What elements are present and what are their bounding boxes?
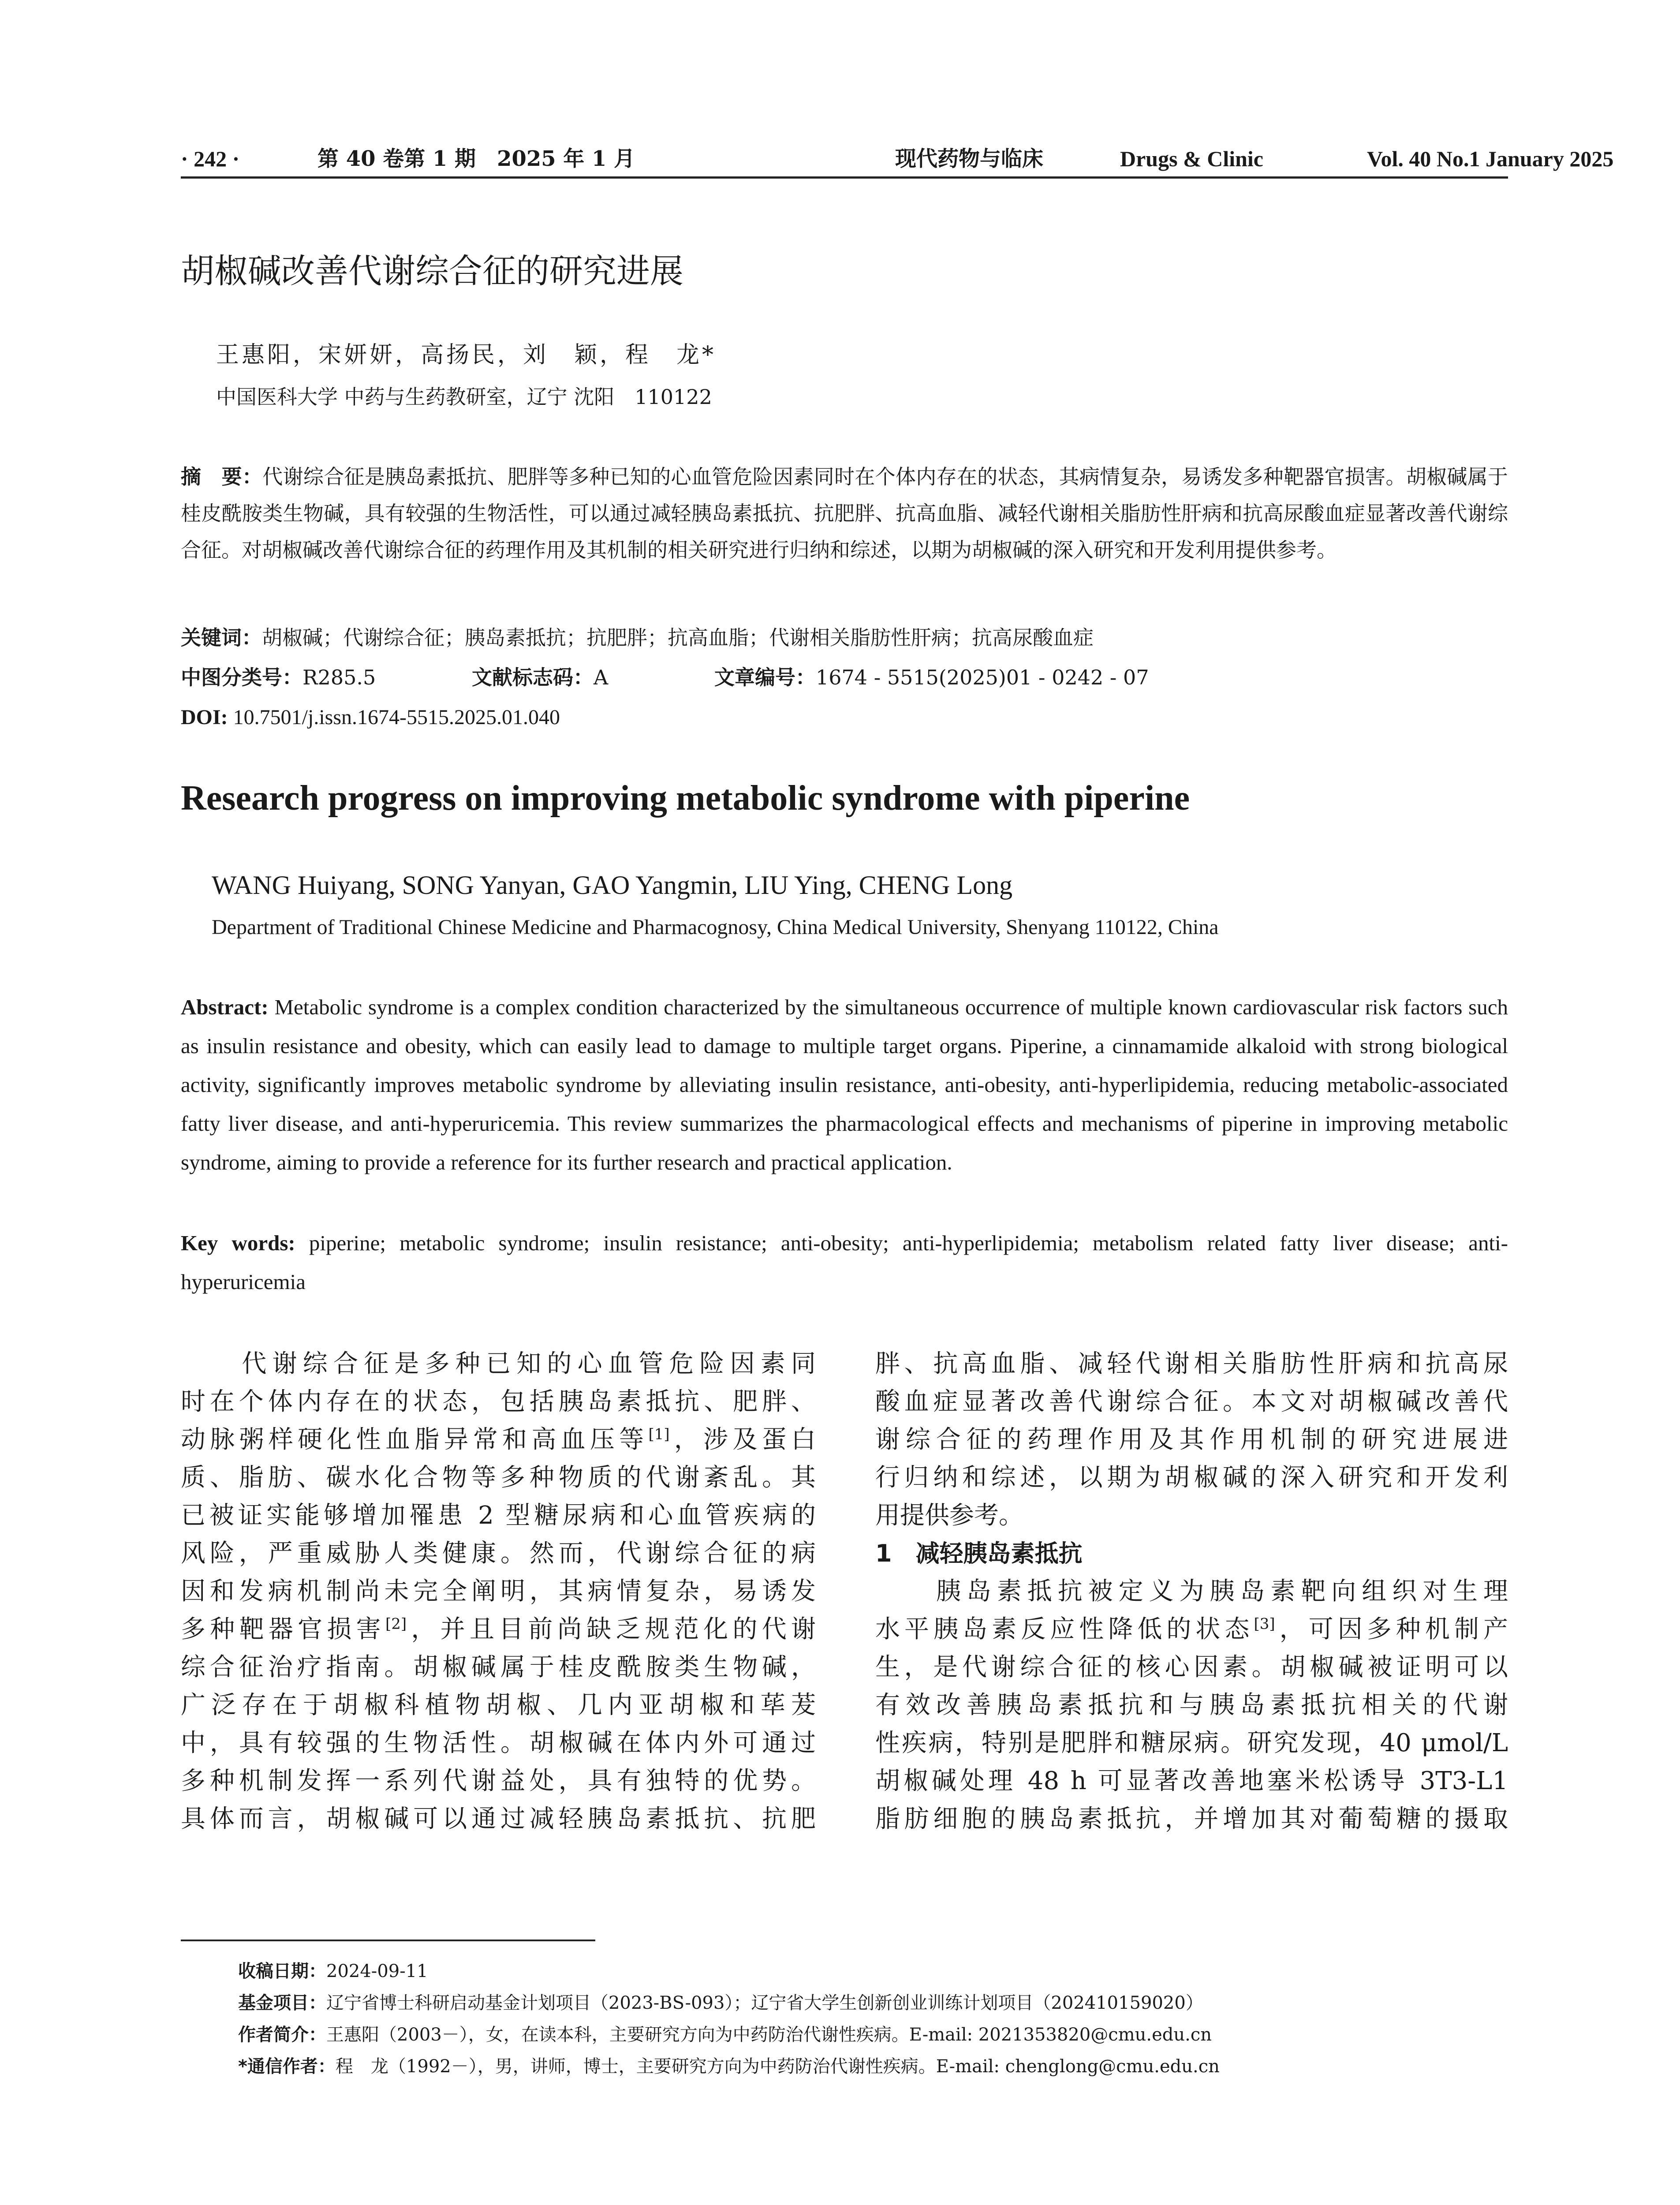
corresponding-text: 程 龙（1992－），男，讲师，博士，主要研究方向为中药防治代谢性疾病。E-mail: chenglong@cmu.edu.cn: [335, 2056, 1220, 2077]
body-line: 代谢综合征是多种已知的心血管危险因素同: [181, 1349, 816, 1378]
keywords-cn-text: 胡椒碱；代谢综合征；胰岛素抵抗；抗肥胖；抗高血脂；代谢相关脂肪性肝病；抗高尿酸血症: [262, 626, 1094, 650]
body-line: 用提供参考。: [875, 1501, 1023, 1530]
clc-field: [181, 659, 376, 696]
footnote-received: [238, 1958, 428, 1984]
article-number-value: 1674 - 5515(2025)01 - 0242 - 07: [816, 665, 1149, 689]
title-cn: 胡椒碱改善代谢综合征的研究进展: [181, 251, 683, 291]
body-line: 多种机制发挥一系列代谢益处，具有独特的优势。: [181, 1767, 816, 1795]
doi-label: DOI:: [181, 706, 228, 729]
journal-name-en: Drugs & Clinic: [1120, 146, 1263, 171]
body-line: 具体而言，胡椒碱可以通过减轻胰岛素抵抗、抗肥: [181, 1805, 816, 1833]
footnote-author: [238, 2022, 1212, 2048]
doc-code-value: A: [594, 665, 609, 689]
body-line: 多种靶器官损害[2]，并且目前尚缺乏规范化的代谢: [181, 1615, 816, 1644]
body-line: 已被证实能够增加罹患 2 型糖尿病和心血管疾病的: [181, 1501, 816, 1530]
keywords-en-label: Key words:: [181, 1231, 295, 1255]
body-line: 生，是代谢综合征的核心因素。胡椒碱被证明可以: [875, 1653, 1508, 1682]
title-en: Research progress on improving metabolic syndrome with piperine: [181, 779, 1190, 818]
affiliation-en: Department of Traditional Chinese Medicine and Pharmacognosy, China Medical University, Shenyang 110122, China: [212, 916, 1219, 939]
body-line: 脂肪细胞的胰岛素抵抗，并增加其对葡萄糖的摄取: [875, 1805, 1508, 1833]
keywords-cn: [181, 620, 1508, 656]
citation-ref[interactable]: [2]: [385, 1615, 407, 1633]
author-bio-label: 作者简介：: [238, 2025, 326, 2045]
footnote-correspondence: [238, 2053, 1220, 2080]
clc-label: 中图分类号：: [181, 665, 302, 689]
article-number-field: [714, 659, 1149, 696]
keywords-cn-label: 关键词：: [181, 626, 262, 650]
received-label: 收稿日期：: [238, 1961, 326, 1981]
authors-cn: 王惠阳，宋妍妍，高扬民，刘 颖，程 龙*: [216, 342, 717, 368]
classification-line: [181, 659, 1508, 696]
body-line: 胡椒碱处理 48 h 可显著改善地塞米松诱导 3T3-L1: [875, 1767, 1508, 1795]
body-line: 中，具有较强的生物活性。胡椒碱在体内外可通过: [181, 1729, 816, 1757]
body-line: 胰岛素抵抗被定义为胰岛素靶向组织对生理: [875, 1577, 1508, 1606]
doc-code-label: 文献标志码：: [472, 665, 594, 689]
body-line: 行归纳和综述，以期为胡椒碱的深入研究和开发利: [875, 1463, 1508, 1492]
footnote-rule: [181, 1940, 595, 1941]
body-line: 水平胰岛素反应性降低的状态[3]，可因多种机制产: [875, 1615, 1508, 1644]
body-column-right: [875, 1345, 1508, 1838]
body-line: 谢综合征的药理作用及其作用机制的研究进展进: [875, 1425, 1508, 1454]
authors-en: WANG Huiyang, SONG Yanyan, GAO Yangmin, LIU Ying, CHENG Long: [212, 871, 1013, 900]
body-line: 综合征治疗指南。胡椒碱属于桂皮酰胺类生物碱，: [181, 1653, 816, 1682]
doi-value[interactable]: 10.7501/j.issn.1674-5515.2025.01.040: [233, 706, 560, 729]
affiliation-cn: 中国医科大学 中药与生药教研室，辽宁 沈阳 110122: [216, 385, 712, 409]
citation-ref[interactable]: [3]: [1254, 1615, 1275, 1633]
footnote-fund: [238, 1990, 1203, 2016]
body-line: 有效改善胰岛素抵抗和与胰岛素抵抗相关的代谢: [875, 1691, 1508, 1719]
fund-text: 辽宁省博士科研启动基金计划项目（2023-BS-093）；辽宁省大学生创新创业训练计划项目（202410159020）: [326, 1993, 1203, 2013]
abstract-cn-text: 代谢综合征是胰岛素抵抗、肥胖等多种已知的心血管危险因素同时在个体内存在的状态，其病情复杂，易诱发多种靶器官损害。胡椒碱属于桂皮酰胺类生物碱，具有较强的生物活性，可以通过减轻胰岛素抵抗、抗肥胖、抗高血脂、减轻代谢相关脂肪性肝病和抗高尿酸血症显著改善代谢综合征。对胡椒碱改善代谢综合征的药理作用及其机制的相关研究进行归纳和综述，以期为胡椒碱的深入研究和开发利用提供参考。: [181, 465, 1508, 562]
body-line: 因和发病机制尚未完全阐明，其病情复杂，易诱发: [181, 1577, 816, 1606]
journal-name-cn: 现代药物与临床: [895, 146, 1044, 171]
body-column-left: [181, 1345, 816, 1838]
section-heading: 1 减轻胰岛素抵抗: [875, 1540, 1083, 1567]
issue-en: Vol. 40 No.1 January 2025: [1367, 146, 1614, 171]
body-line: 胖、抗高血脂、减轻代谢相关脂肪性肝病和抗高尿: [875, 1349, 1508, 1378]
body-line: 酸血症显著改善代谢综合征。本文对胡椒碱改善代: [875, 1387, 1508, 1416]
abstract-en-label: Abstract:: [181, 995, 269, 1019]
page-number: · 242 ·: [181, 146, 240, 171]
abstract-en-text: Metabolic syndrome is a complex condition characterized by the simultaneous occurrence of multiple known cardiovascular risk factors such as insulin resistance and obesity, which can easily lead to damage to multiple target organs. Piperine, a cinnamamide alkaloid with strong biological activity, significantly improves metabolic syndrome by alleviating insulin resistance, anti-obesity, anti-hyperlipidemia, reducing metabolic-associated fatty liver disease, and anti-hyperuricemia. This review summarizes the pharmacological effects and mechanisms of piperine in improving metabolic syndrome, aiming to provide a reference for its further research and practical application.: [181, 995, 1508, 1174]
clc-value: R285.5: [302, 665, 376, 689]
fund-label: 基金项目：: [238, 1993, 326, 2013]
keywords-en: [181, 1224, 1508, 1301]
issue-cn: 第 40 卷第 1 期 2025 年 1 月: [317, 146, 635, 171]
body-line: 时在个体内存在的状态，包括胰岛素抵抗、肥胖、: [181, 1387, 816, 1416]
doi-line: [181, 699, 560, 736]
body-line: 质、脂肪、碳水化合物等多种物质的代谢紊乱。其: [181, 1463, 816, 1492]
author-bio-text: 王惠阳（2003－），女，在读本科，主要研究方向为中药防治代谢性疾病。E-mail: 2021353820@cmu.edu.cn: [326, 2025, 1212, 2045]
article-number-label: 文章编号：: [714, 665, 816, 689]
body-line: 性疾病，特别是肥胖和糖尿病。研究发现，40 μmol/L: [875, 1729, 1508, 1757]
abstract-cn: [181, 459, 1508, 609]
header-rule: [181, 176, 1508, 179]
body-line: 广泛存在于胡椒科植物胡椒、几内亚胡椒和荜茇: [181, 1691, 816, 1719]
abstract-en: [181, 988, 1508, 1182]
doc-code-field: [472, 659, 608, 696]
received-date: 2024-09-11: [326, 1961, 428, 1981]
corresponding-label: *通信作者：: [238, 2056, 336, 2077]
body-line: 风险，严重威胁人类健康。然而，代谢综合征的病: [181, 1539, 816, 1568]
running-header: [181, 141, 1614, 176]
body-line: 动脉粥样硬化性血脂异常和高血压等[1]，涉及蛋白: [181, 1425, 816, 1454]
keywords-en-text: piperine; metabolic syndrome; insulin resistance; anti-obesity; anti-hyperlipidemia; metabolism related fatty liver disease; anti-hyperuricemia: [181, 1231, 1508, 1294]
abstract-cn-label: 摘 要：: [181, 465, 263, 489]
citation-ref[interactable]: [1]: [648, 1425, 670, 1443]
